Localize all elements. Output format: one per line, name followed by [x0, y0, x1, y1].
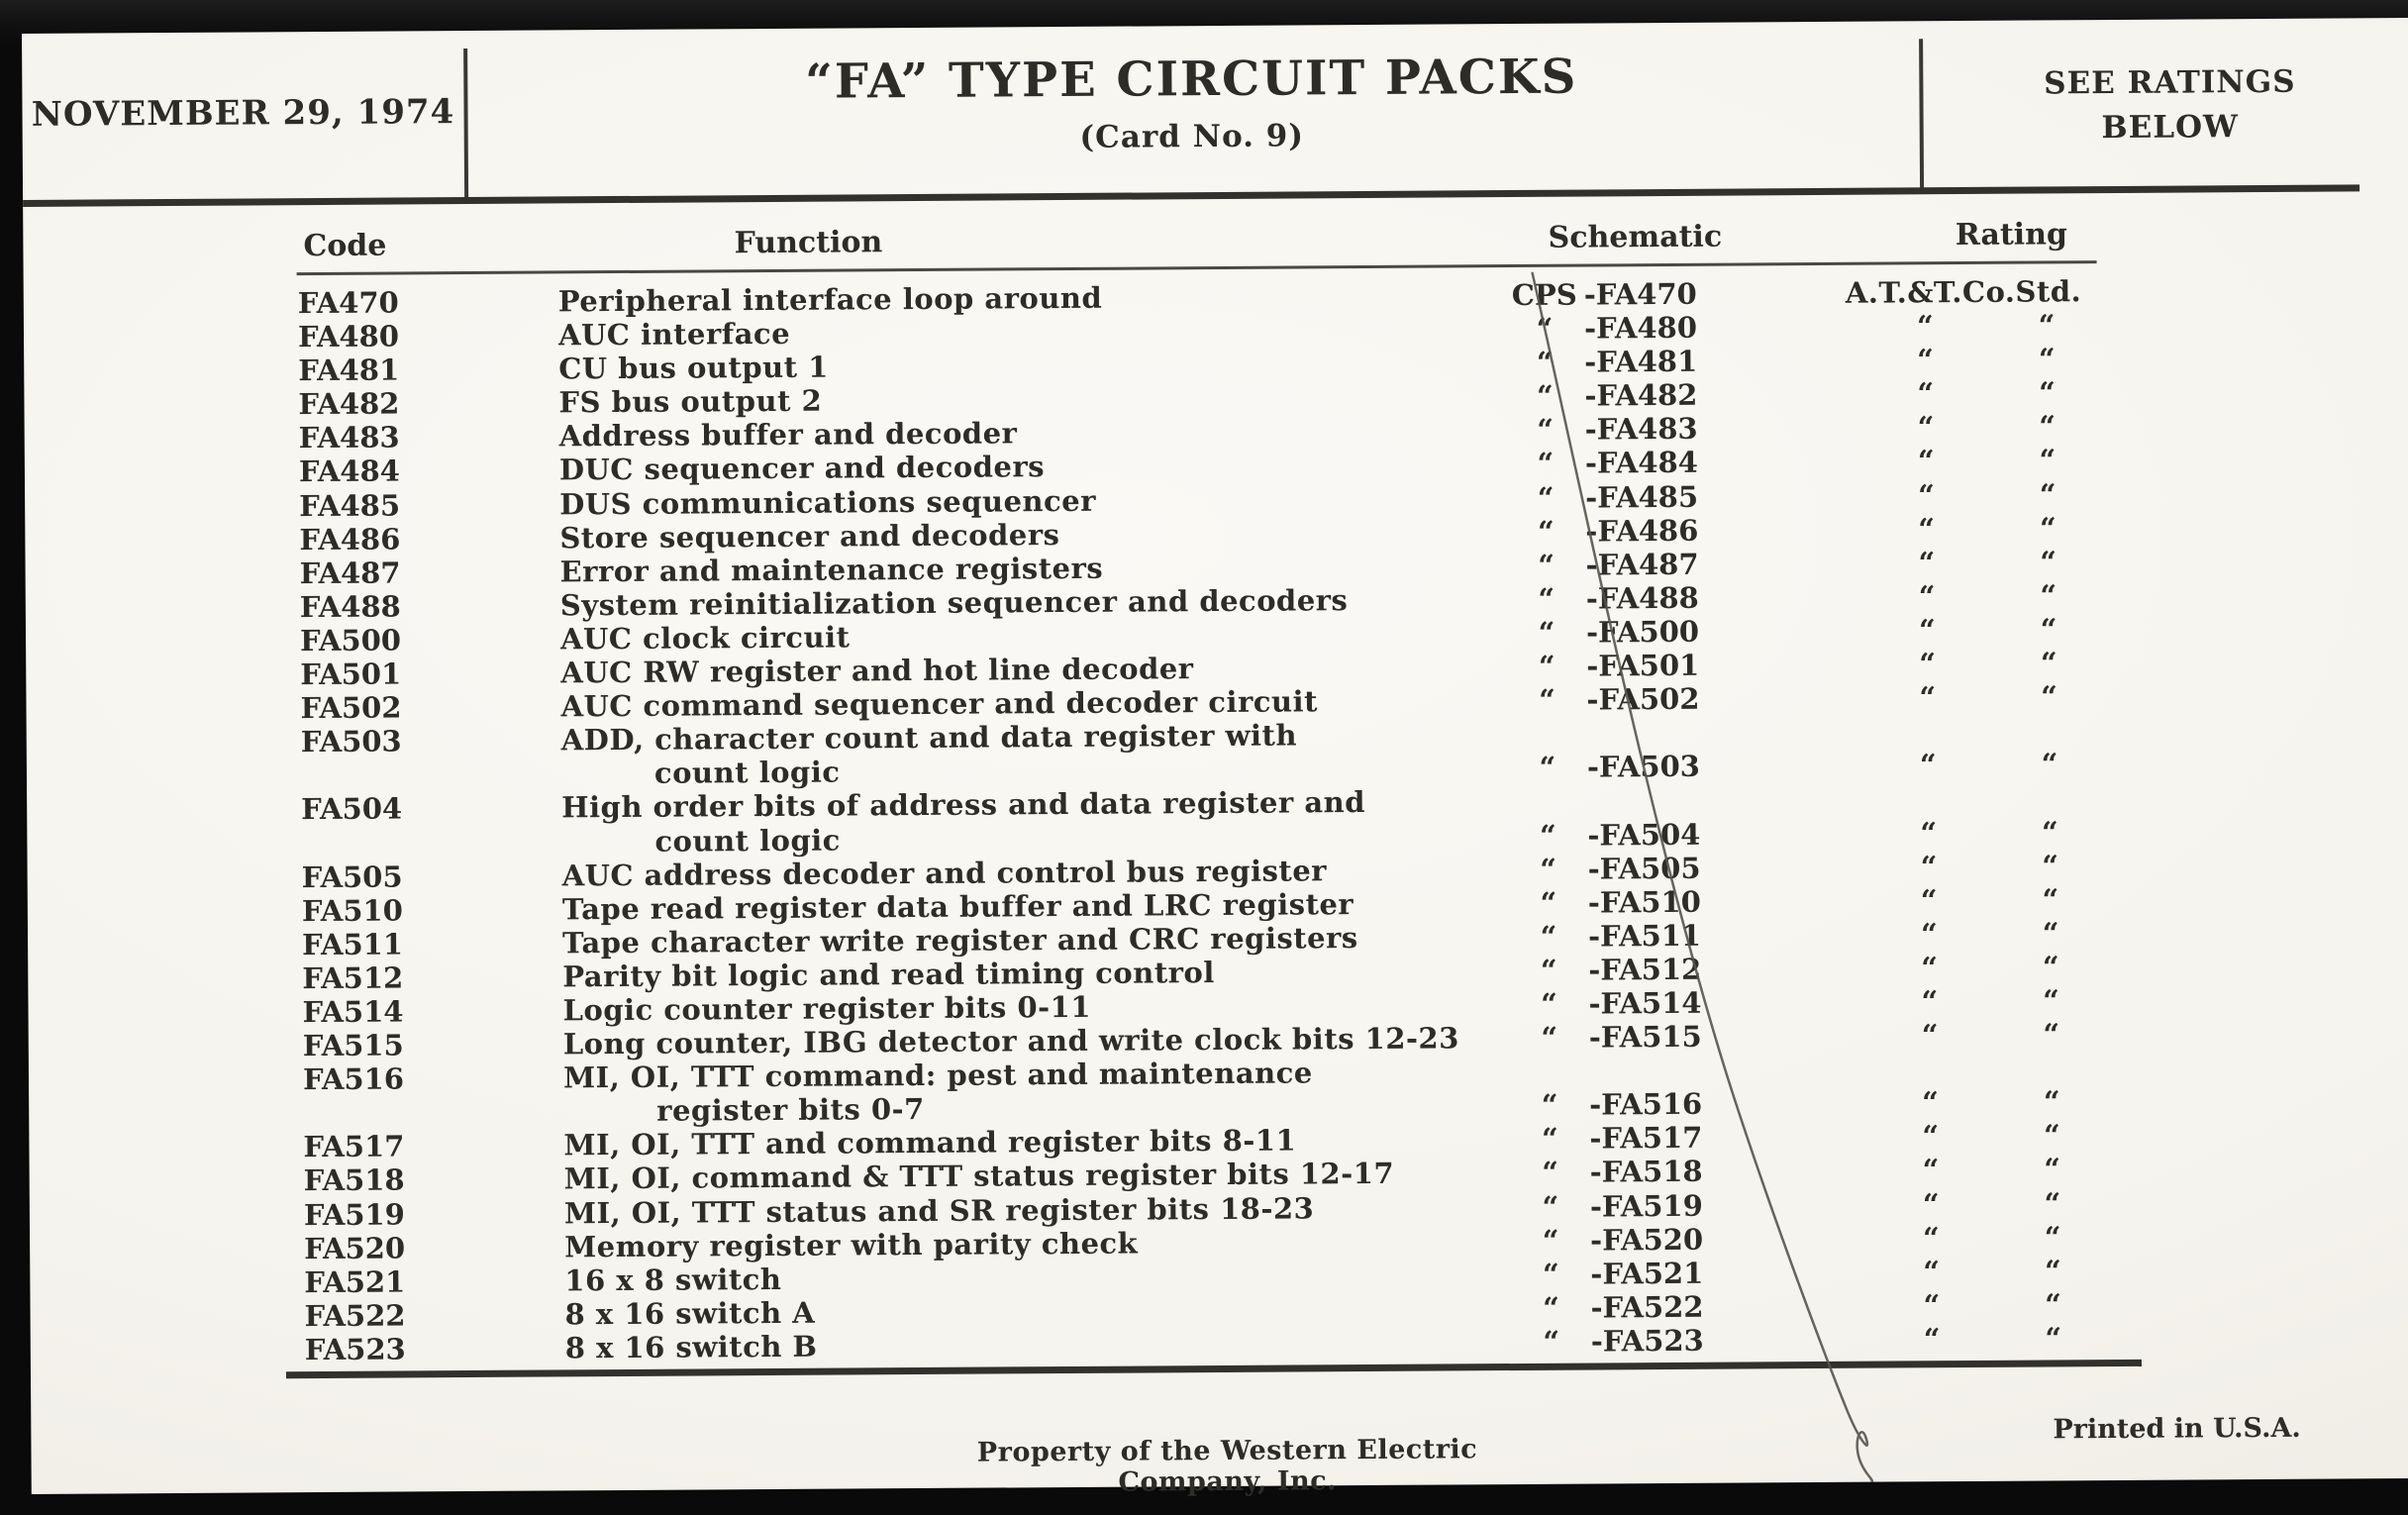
row-schematic	[1510, 1120, 1847, 1156]
row-schematic-value: -FA483	[1584, 412, 1698, 447]
row-rating-ditto: “	[2042, 950, 2059, 984]
row-rating-ditto: “	[2043, 983, 2060, 1018]
row-rating-ditto: “	[2044, 1185, 2061, 1221]
row-schematic-value: -FA487	[1585, 547, 1699, 582]
row-rating	[1846, 949, 2202, 984]
row-rating-ditto: “	[1918, 511, 1936, 546]
row-schematic	[1507, 614, 1844, 650]
row-rating	[1844, 679, 2200, 715]
row-rating-ditto: “	[1919, 647, 1937, 681]
row-rating-ditto: “	[1918, 477, 1935, 512]
row-rating-ditto: “	[1917, 444, 1935, 478]
row-rating-ditto: “	[1920, 882, 1938, 917]
row-code: FA510	[301, 893, 403, 928]
row-schematic-prefix: “	[1543, 1290, 1560, 1325]
row-code: FA505	[301, 859, 403, 894]
row-schematic-prefix: “	[1537, 447, 1555, 481]
row-schematic-prefix: “	[1537, 480, 1555, 515]
row-rating	[1845, 814, 2201, 850]
row-schematic	[1508, 749, 1845, 784]
ratings-note-line: SEE RATINGS	[2044, 63, 2296, 102]
row-function: High order bits of address and data register and	[561, 785, 1366, 825]
row-schematic	[1506, 512, 1843, 548]
row-rating	[1848, 1152, 2204, 1187]
column-header-rule	[297, 260, 2097, 275]
row-schematic-value: -FA482	[1584, 378, 1698, 413]
row-rating-ditto: “	[1921, 984, 1939, 1019]
row-schematic	[1509, 850, 1846, 885]
row-rating	[1843, 409, 2199, 445]
scanned-card	[22, 18, 2408, 1498]
row-schematic	[1507, 681, 1844, 717]
row-code: FA523	[304, 1332, 406, 1367]
row-schematic	[1506, 445, 1843, 480]
row-function: Tape character write register and CRC registers	[561, 920, 1358, 960]
row-schematic-prefix: “	[1542, 1257, 1559, 1291]
row-code: FA483	[298, 420, 400, 455]
row-code: FA488	[299, 589, 401, 624]
row-rating	[1849, 1320, 2205, 1356]
row-schematic-value: -FA520	[1590, 1222, 1704, 1258]
row-code: FA481	[298, 353, 400, 388]
row-schematic-prefix: “	[1540, 953, 1557, 987]
row-rating-ditto: “	[2042, 848, 2059, 883]
row-schematic-prefix: “	[1541, 1087, 1558, 1123]
row-rating-ditto: “	[2041, 814, 2058, 849]
row-rating	[1843, 476, 2199, 512]
row-schematic-value: -FA481	[1584, 344, 1698, 379]
row-schematic-prefix: “	[1538, 548, 1555, 582]
row-function: Logic counter register bits 0-11	[562, 989, 1092, 1028]
row-code: FA502	[300, 690, 402, 726]
row-schematic-prefix: CPS	[1511, 277, 1577, 313]
row-rating-ditto: “	[2042, 882, 2059, 917]
row-schematic-prefix: “	[1539, 818, 1556, 853]
row-schematic-value: -FA515	[1588, 1019, 1702, 1055]
row-schematic-prefix: “	[1542, 1189, 1559, 1224]
row-code: FA485	[299, 488, 401, 523]
row-function: MI, OI, command & TTT status register bits 12-17	[563, 1157, 1395, 1196]
row-schematic-value: -FA470	[1583, 276, 1697, 312]
row-rating-ditto: “	[2041, 679, 2057, 714]
row-rating-ditto: “	[2040, 578, 2057, 613]
row-schematic-value: -FA502	[1586, 681, 1700, 717]
row-rating	[1848, 1286, 2204, 1322]
row-schematic	[1508, 816, 1845, 852]
row-function: AUC address decoder and control bus register	[561, 853, 1328, 892]
row-rating-ditto: “	[1920, 849, 1938, 883]
row-function: 8 x 16 switch B	[564, 1329, 818, 1365]
row-rating-ditto: “	[2041, 747, 2058, 781]
row-rating	[1843, 544, 2199, 579]
row-schematic	[1509, 883, 1846, 919]
row-rating	[1844, 577, 2200, 613]
row-rating-ditto: “	[1922, 1119, 1940, 1154]
row-rating-ditto: “	[2040, 646, 2057, 680]
column-header-code: Code	[303, 228, 387, 264]
row-rating-ditto: “	[2040, 545, 2057, 579]
row-rating-ditto: “	[2043, 1017, 2060, 1052]
row-schematic-value: -FA523	[1590, 1323, 1704, 1359]
card-date: NOVEMBER 29, 1974	[31, 92, 455, 135]
row-schematic-prefix: “	[1538, 649, 1555, 683]
row-rating	[1846, 915, 2202, 951]
row-rating-ditto: “	[1922, 1220, 1940, 1255]
row-function: AUC clock circuit	[559, 620, 851, 656]
row-schematic	[1510, 1019, 1847, 1055]
row-rating-ditto: “	[2039, 375, 2056, 410]
row-schematic-prefix: “	[1537, 514, 1555, 549]
row-schematic-prefix: “	[1537, 413, 1555, 448]
row-code: FA504	[301, 791, 403, 827]
row-rating-ditto: “	[1923, 1287, 1941, 1323]
card-number: (Card No. 9)	[1079, 118, 1305, 155]
row-schematic	[1509, 985, 1846, 1021]
row-schematic-value: -FA519	[1589, 1188, 1703, 1224]
column-header-rating: Rating	[1955, 217, 2068, 253]
row-function: DUS communications sequencer	[559, 483, 1097, 521]
row-rating-ditto: “	[2044, 1254, 2061, 1288]
row-schematic	[1505, 276, 1842, 312]
row-rating-ditto: “	[2044, 1152, 2061, 1186]
row-schematic-value: -FA517	[1589, 1121, 1703, 1156]
row-schematic-prefix: “	[1540, 919, 1557, 954]
row-schematic-prefix: “	[1540, 852, 1557, 886]
row-rating-ditto: “	[1922, 1153, 1940, 1187]
row-rating	[1847, 1016, 2203, 1052]
row-function: DUC sequencer and decoders	[558, 450, 1046, 487]
row-code: FA519	[303, 1196, 405, 1232]
row-schematic-prefix: “	[1539, 682, 1555, 717]
row-schematic	[1510, 1086, 1847, 1122]
row-schematic-value: -FA512	[1588, 952, 1702, 987]
row-function: Store sequencer and decoders	[559, 517, 1060, 556]
row-code: FA470	[297, 285, 399, 321]
row-rating-ditto: “	[1918, 579, 1936, 614]
row-rating-ditto: “	[2040, 612, 2057, 647]
row-schematic-prefix: “	[1542, 1223, 1559, 1258]
row-function: AUC interface	[557, 316, 791, 353]
row-function: 8 x 16 switch A	[564, 1295, 816, 1332]
row-function: ADD, character count and data register with	[560, 718, 1298, 758]
row-code: FA515	[302, 1028, 404, 1063]
row-rating-ditto: “	[1923, 1322, 1941, 1357]
row-rating	[1846, 982, 2202, 1018]
row-rating-ditto: “	[1921, 951, 1939, 985]
row-function: AUC RW register and hot line decoder	[560, 652, 1194, 690]
row-rating-ditto: “	[2045, 1321, 2062, 1356]
row-function: Memory register with parity check	[564, 1226, 1139, 1264]
row-rating-ditto: “	[2039, 511, 2057, 546]
row-rating-ditto: “	[2039, 476, 2057, 512]
row-code: FA512	[302, 960, 404, 996]
row-schematic	[1511, 1221, 1848, 1257]
row-rating	[1848, 1185, 2204, 1221]
row-rating	[1842, 342, 2198, 377]
row-code: FA511	[301, 927, 404, 961]
row-schematic-value: -FA480	[1583, 310, 1698, 346]
row-schematic	[1505, 377, 1842, 413]
row-schematic	[1507, 580, 1844, 616]
row-rating-ditto: “	[2044, 1118, 2060, 1153]
row-function: AUC command sequencer and decoder circuit	[560, 684, 1319, 724]
footer-property-notice: Property of the Western Electric Company, Inc.	[976, 1434, 1478, 1498]
row-rating-ditto: “	[2043, 1084, 2060, 1119]
row-schematic-value: -FA488	[1585, 580, 1699, 616]
table-body	[24, 272, 2408, 1368]
row-schematic-prefix: “	[1538, 615, 1555, 650]
row-rating	[1842, 375, 2198, 411]
row-schematic-value: -FA484	[1584, 446, 1698, 481]
row-code: FA484	[298, 454, 400, 489]
ratings-note-line: BELOW	[2101, 109, 2240, 147]
row-schematic	[1511, 1256, 1848, 1291]
row-rating	[1843, 443, 2199, 478]
row-schematic-prefix: “	[1537, 379, 1554, 414]
row-rating-ditto: “	[1919, 680, 1937, 715]
row-schematic	[1507, 648, 1844, 683]
row-rating	[1844, 645, 2200, 680]
row-schematic-value: -FA516	[1589, 1087, 1703, 1122]
row-function-line2: count logic	[653, 755, 841, 791]
row-schematic	[1506, 478, 1843, 514]
row-function-line2: register bits 0-7	[656, 1092, 925, 1129]
row-function: Peripheral interface loop around	[557, 280, 1103, 319]
row-rating	[1844, 611, 2200, 647]
row-code: FA516	[302, 1061, 405, 1097]
column-header-schematic: Schematic	[1548, 219, 1723, 255]
row-rating	[1848, 1253, 2204, 1288]
row-rating-ditto: “	[1917, 343, 1935, 377]
row-schematic	[1511, 1187, 1848, 1223]
row-schematic-prefix: “	[1538, 581, 1555, 616]
row-rating-ditto: “	[1922, 1186, 1940, 1221]
row-schematic	[1512, 1323, 1849, 1359]
row-rating-ditto: “	[2038, 308, 2056, 343]
row-code: FA517	[303, 1129, 405, 1164]
row-rating-ditto: “	[1923, 1254, 1941, 1289]
row-schematic-value: -FA514	[1588, 985, 1702, 1021]
row-function: FS bus output 2	[558, 383, 823, 420]
row-code: FA480	[297, 319, 400, 354]
row-function: Parity bit logic and read timing control	[562, 955, 1215, 994]
row-rating-ditto: “	[1916, 309, 1934, 344]
row-schematic-value: -FA510	[1587, 884, 1701, 920]
row-rating	[1846, 848, 2202, 883]
footer-printed-notice: Printed in U.S.A.	[2053, 1412, 2301, 1446]
row-schematic-value: -FA501	[1586, 648, 1700, 683]
column-header-function: Function	[734, 225, 883, 261]
row-rating	[1842, 273, 2198, 309]
row-rating	[1848, 1219, 2204, 1255]
row-schematic-prefix: “	[1541, 1020, 1558, 1055]
row-function: MI, OI, TTT and command register bits 8-11	[563, 1123, 1297, 1162]
row-function: 16 x 8 switch	[564, 1262, 782, 1298]
row-schematic-prefix: “	[1542, 1156, 1559, 1190]
row-code: FA482	[298, 386, 400, 422]
row-schematic-value: -FA504	[1587, 817, 1701, 853]
row-schematic	[1505, 310, 1842, 346]
row-function: MI, OI, TTT status and SR register bits 18-23	[563, 1190, 1315, 1230]
page-title: “FA” TYPE CIRCUIT PACKS	[805, 49, 1578, 110]
row-schematic-prefix: “	[1536, 345, 1554, 380]
row-function: Address buffer and decoder	[558, 416, 1018, 454]
row-rating-text: A.T.&T.Co.Std.	[1845, 274, 2082, 310]
row-schematic-prefix: “	[1539, 751, 1556, 785]
row-rating-ditto: “	[1918, 545, 1936, 580]
row-code: FA522	[304, 1298, 406, 1333]
row-code: FA486	[299, 522, 401, 556]
row-rating	[1843, 510, 2199, 546]
row-code: FA501	[300, 656, 402, 692]
row-function: Long counter, IBG detector and write clock bits 12-23	[562, 1021, 1459, 1061]
row-rating-ditto: “	[1922, 1085, 1940, 1120]
row-schematic	[1511, 1154, 1848, 1189]
row-schematic-value: -FA521	[1590, 1256, 1704, 1291]
row-schematic-value: -FA500	[1585, 614, 1700, 650]
row-rating	[1847, 1084, 2203, 1120]
row-rating-ditto: “	[2039, 443, 2057, 477]
row-function: MI, OI, TTT command: pest and maintenance	[562, 1056, 1313, 1095]
row-rating-ditto: “	[1917, 376, 1935, 411]
row-schematic-prefix: “	[1536, 311, 1554, 346]
row-rating-ditto: “	[2045, 1287, 2062, 1322]
header-rule	[23, 184, 2359, 207]
ratings-note	[1923, 59, 2408, 152]
row-rating-ditto: “	[1917, 410, 1935, 445]
row-schematic-prefix: “	[1541, 1122, 1558, 1157]
row-rating-ditto: “	[1920, 815, 1938, 850]
row-rating-ditto: “	[1921, 1018, 1939, 1053]
row-rating	[1846, 881, 2202, 917]
row-schematic-value: -FA485	[1585, 479, 1699, 515]
row-function: Error and maintenance registers	[559, 551, 1104, 589]
row-schematic-value: -FA511	[1587, 918, 1702, 954]
row-schematic-value: -FA486	[1585, 513, 1699, 549]
row-rating-ditto: “	[2039, 409, 2057, 444]
row-code: FA503	[300, 724, 402, 759]
row-code: FA514	[302, 994, 404, 1030]
row-schematic	[1509, 952, 1846, 987]
row-function: CU bus output 1	[558, 350, 829, 386]
row-rating	[1847, 1118, 2203, 1154]
row-schematic-value: -FA503	[1586, 750, 1701, 784]
row-function-line2: count logic	[654, 823, 842, 858]
row-rating-ditto: “	[1919, 748, 1937, 782]
row-code: FA500	[299, 623, 402, 658]
row-function: System reinitialization sequencer and decoders	[559, 582, 1349, 623]
row-rating-ditto: “	[2042, 916, 2059, 951]
row-code: FA518	[303, 1162, 405, 1198]
row-rating-ditto: “	[1918, 613, 1936, 648]
row-schematic-value: -FA518	[1589, 1155, 1703, 1189]
row-rating	[1845, 747, 2201, 782]
row-rating	[1842, 308, 2198, 344]
row-schematic-prefix: “	[1540, 885, 1557, 920]
row-schematic	[1506, 547, 1843, 582]
row-code: FA520	[304, 1231, 406, 1265]
row-code: FA521	[304, 1264, 406, 1299]
row-schematic-value: -FA522	[1590, 1289, 1704, 1325]
row-rating-ditto: “	[2038, 342, 2056, 376]
row-schematic	[1505, 344, 1842, 379]
row-schematic	[1511, 1289, 1848, 1325]
row-schematic-prefix: “	[1543, 1324, 1560, 1359]
row-function: Tape read register data buffer and LRC register	[561, 886, 1354, 927]
row-code: FA487	[299, 556, 401, 590]
row-schematic	[1506, 411, 1843, 447]
row-schematic	[1509, 918, 1846, 954]
row-schematic-value: -FA505	[1587, 851, 1701, 886]
row-rating-ditto: “	[1920, 916, 1938, 952]
row-schematic-prefix: “	[1541, 986, 1557, 1021]
row-rating-ditto: “	[2044, 1219, 2061, 1255]
